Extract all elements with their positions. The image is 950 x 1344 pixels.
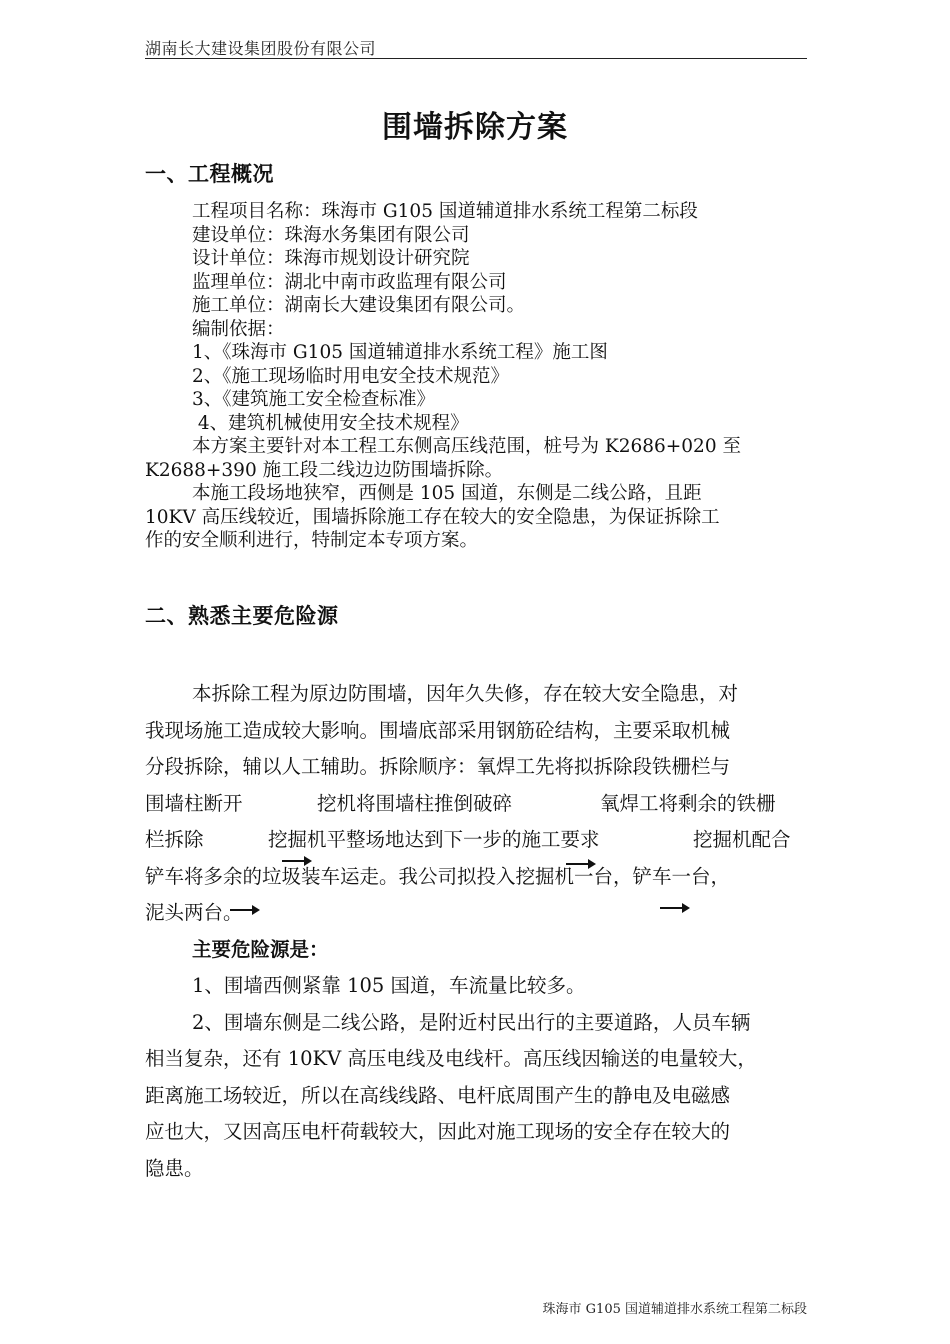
paragraph-line: 距离施工场较近，所以在高线线路、电杆底周围产生的静电及电磁感 <box>145 1083 731 1107</box>
paragraph-line: 本拆除工程为原边防围墙，因年久失修，存在较大安全隐患，对 <box>192 682 739 705</box>
arrow-right-icon <box>660 903 690 913</box>
contractor-line: 施工单位：湖南长大建设集团有限公司。 <box>192 295 526 316</box>
basis-item-2: 2、《施工现场临时用电安全技术规范》 <box>192 365 510 387</box>
header-divider <box>145 58 807 59</box>
arrow-right-icon <box>230 905 260 915</box>
sequence-line-1 <box>145 786 807 823</box>
basis-item-4: 4、建筑机械使用安全技术规程》 <box>192 412 469 434</box>
scope-paragraph <box>145 435 807 482</box>
arrow-right-icon <box>566 859 596 869</box>
designer-line: 设计单位：珠海市规划设计研究院 <box>192 248 470 269</box>
paragraph-line: 作的安全顺利进行，特制定本专项方案。 <box>145 530 479 551</box>
hazards-subheading: 主要危险源是： <box>192 937 329 961</box>
section-2-body <box>145 676 807 1187</box>
sequence-step: 氧焊工将剩余的铁栅 <box>600 791 776 815</box>
sequence-step: 挖掘机配合 <box>693 828 791 851</box>
paragraph-line: 10KV 高压线较近，围墙拆除施工存在较大的安全隐患，为保证拆除工 <box>145 506 720 528</box>
paragraph-line: 我现场施工造成较大影响。围墙底部采用钢筋砼结构，主要采取机械 <box>145 718 731 742</box>
sequence-step: 围墙柱断开 <box>145 791 243 815</box>
header-company-name: 湖南长大建设集团股份有限公司 <box>145 39 377 58</box>
section-1-body <box>145 200 807 553</box>
paragraph-line: 本方案主要针对本工程工东侧高压线范围，桩号为 K2686+020 至 <box>192 436 741 457</box>
sequence-step: 挖机将围墙柱推倒破碎 <box>317 791 513 815</box>
basis-item-1: 1、《珠海市 G105 国道辅道排水系统工程》施工图 <box>192 342 608 363</box>
paragraph-line: 相当复杂，还有 10KV 高压电线及电线杆。高压线因输送的电量较大， <box>145 1047 757 1070</box>
arrow-right-icon <box>282 856 312 866</box>
basis-label: 编制依据： <box>192 318 285 340</box>
paragraph-line: 本施工段场地狭窄，西侧是 105 国道，东侧是二线公路，且距 <box>192 483 702 504</box>
project-name-line: 工程项目名称：珠海市 G105 国道辅道排水系统工程第二标段 <box>192 201 698 222</box>
site-paragraph <box>145 482 807 553</box>
paragraph-line: 泥头两台。 <box>145 901 243 924</box>
paragraph-line: 隐患。 <box>145 1156 204 1180</box>
sequence-line-2 <box>145 822 807 859</box>
paragraph-line: 应也大，又因高压电杆荷载较大，因此对施工现场的安全存在较大的 <box>145 1120 731 1143</box>
document-title: 围墙拆除方案 <box>382 110 568 145</box>
hazard-item-2 <box>145 1005 807 1188</box>
paragraph-line: 铲车将多余的垃圾装车运走。我公司拟投入挖掘机一台，铲车一台， <box>145 864 731 888</box>
section-1-heading: 一、工程概况 <box>145 161 274 186</box>
paragraph-line: K2688+390 施工段二线边边防围墙拆除。 <box>145 459 504 481</box>
sequence-step: 挖掘机平整场地达到下一步的施工要求 <box>268 828 600 851</box>
sequence-step: 栏拆除 <box>145 828 204 851</box>
page-footer-project: 珠海市 G105 国道辅道排水系统工程第二标段 <box>542 1302 807 1317</box>
hazard-item-1: 1、围墙西侧紧靠 105 国道，车流量比较多。 <box>192 974 586 997</box>
section-2-heading: 二、熟悉主要危险源 <box>145 603 339 628</box>
client-line: 建设单位：珠海水务集团有限公司 <box>192 224 470 246</box>
paragraph-line: 分段拆除，辅以人工辅助。拆除顺序：氧焊工先将拟拆除段铁栅栏与 <box>145 755 731 778</box>
paragraph-line: 2、围墙东侧是二线公路，是附近村民出行的主要道路，人员车辆 <box>192 1010 751 1034</box>
basis-item-3: 3、《建筑施工安全检查标准》 <box>192 389 436 410</box>
supervisor-line: 监理单位：湖北中南市政监理有限公司 <box>192 271 507 293</box>
